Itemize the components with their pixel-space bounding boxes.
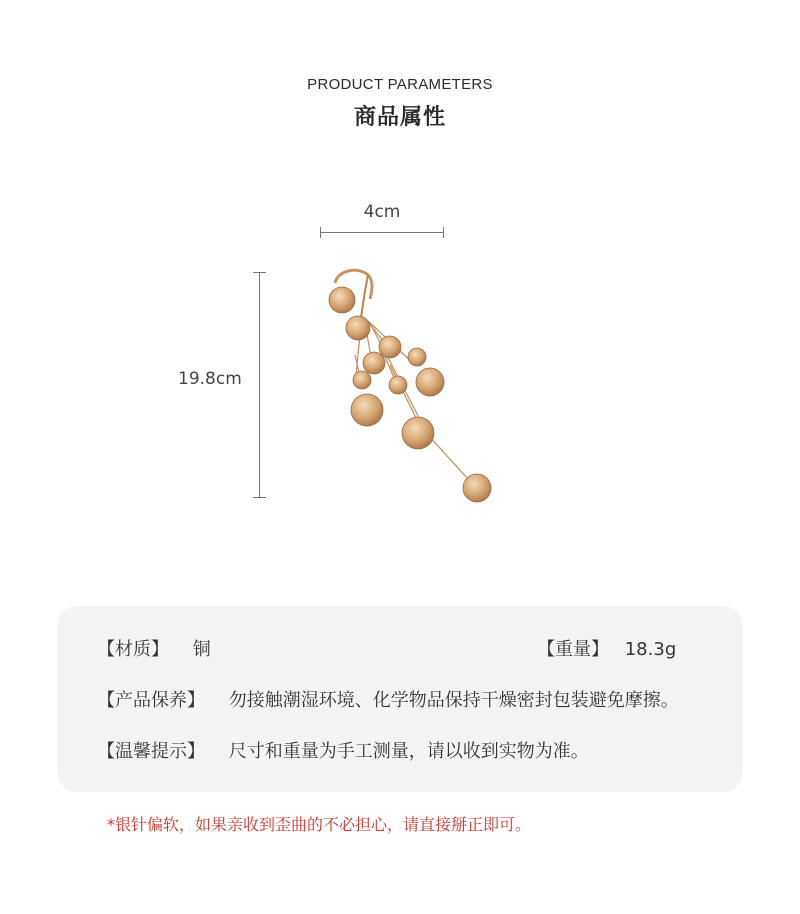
weight-value: 18.3g	[624, 639, 677, 660]
height-dimension-tick-bottom	[253, 497, 266, 498]
care-value: 勿接触潮湿环境、化学物品保持干燥密封包装避免摩擦。	[228, 690, 679, 711]
height-dimension-line	[259, 272, 260, 497]
earring-product-image	[320, 265, 500, 510]
width-dimension-line	[320, 232, 444, 233]
height-dimension-label: 19.8cm	[178, 369, 242, 389]
spec-panel	[57, 606, 743, 792]
silver-pin-note: *银针偏软，如果亲收到歪曲的不必担心，请直接掰正即可。	[107, 815, 532, 834]
care-row	[97, 686, 679, 712]
material-value: 铜	[192, 639, 211, 660]
header-title-cn: 商品属性	[353, 105, 446, 130]
width-dimension-label: 4cm	[363, 202, 401, 222]
header-title-en: PRODUCT PARAMETERS	[307, 76, 493, 93]
care-label: 【产品保养】	[97, 690, 205, 711]
tip-row	[97, 737, 589, 763]
width-dimension-tick-right	[443, 227, 444, 238]
height-dimension-tick-top	[253, 272, 266, 273]
tip-label: 【温馨提示】	[97, 741, 205, 762]
width-dimension-tick-left	[320, 227, 321, 238]
material-row	[97, 635, 211, 661]
weight-row	[537, 635, 676, 661]
weight-label: 【重量】	[537, 639, 609, 660]
tip-value: 尺寸和重量为手工测量，请以收到实物为准。	[228, 741, 589, 762]
material-label: 【材质】	[97, 639, 169, 660]
